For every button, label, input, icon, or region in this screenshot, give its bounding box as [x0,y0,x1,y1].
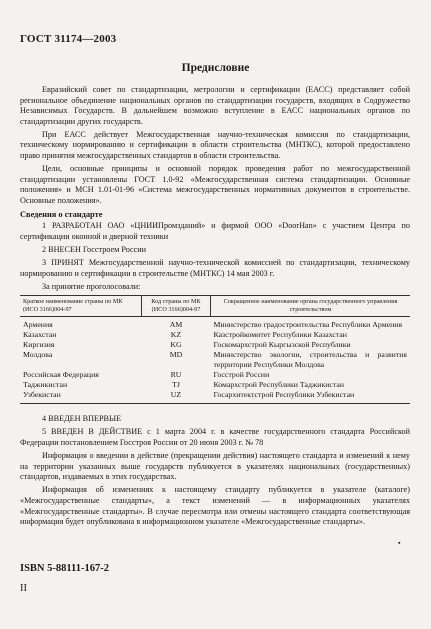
country-cell: Молдова [23,350,53,360]
page-title: Предисловие [181,62,250,74]
info-paragraph: Информация об изменениях к настоящему стандарту публикуется в указателе (каталоге) «Межгосударственные стандарты», а текст изменений — в информационных указателях «Межгосударственные стандарты». В случае пересмотра или отмены настоящего стандарта соответствующая информация будет опубликована в информационном указателе «Межгосударственные стандарты». [20,485,410,527]
table-row [20,380,410,390]
table-row [20,317,410,331]
document-body [20,85,410,530]
table-row [20,370,410,380]
organization-cell: Госархитектстрой Республики Узбекистан [211,390,411,404]
intro-paragraph: Цели, основные принципы и основной порядок проведения работ по межгосударственной стандартизации установлены ГОСТ 1.0-92 «Межгосударственная система стандартизации. Основные положения» и МСН 1.01-01-96 «Система межгосударственных нормативных документов в строительстве. Основные положения». [20,164,410,205]
info-item: 5 ВВЕДЕН В ДЕЙСТВИЕ с 1 марта 2004 г. в качестве государственного стандарта Российской Федерации постановлением Госстроя России от 20 июня 2003 г. № 78 [20,427,410,448]
voting-table [20,295,410,404]
organization-cell: Министерство градостроительства Республики Армения [213,320,403,330]
intro-paragraph: Евразийский совет по стандартизации, метрологии и сертификации (ЕАСС) представляет собой региональное объединение национальных органов по стандартизации государств, входящих в Содружество Независимых Государств. В дальнейшем возможно вступление в ЕАСС национальных органов по стандартизации других государств. [20,85,410,126]
info-item: 1 РАЗРАБОТАН ОАО «ЦНИИПромзданий» и фирмой ООО «DoorHan» с участием Центра по сертификации оконной и дверной техники [20,221,410,241]
intro-paragraph: При ЕАСС действует Межгосударственная научно-техническая комиссия по стандартизации, техническому нормированию и сертификации в области строительства (МНТКС), которой предоставлено право принятия межгосударственных стандартов в области строительства. [20,129,410,161]
code-cell: MD [169,350,183,360]
organization-cell: Госстрой России [213,370,270,380]
column-header-country: Краткое наименование страны по МК (ИСО 3166)004-97 [20,296,142,317]
adopted-label: За принятие проголосовали: [42,281,141,291]
column-header-code: Код страны по МК (ИСО 3166)004-97 [142,296,211,317]
table-row [20,390,410,404]
table-row [20,330,410,340]
info-item: 2 ВНЕСЕН Госстроем России [42,244,147,254]
code-cell: UZ [142,390,211,404]
organization-cell: Министерство экологии, строительства и развития территории Республики Молдова [213,350,407,370]
table-header-row [20,296,410,317]
organization-cell: Госкомархстрой Кыргызской Республики [213,340,351,350]
info-item: 3 ПРИНЯТ Межгосударственной научно-технической комиссией по стандартизации, техническому нормированию и сертификации в строительстве (МНТКС) 14 мая 2003 г. [20,257,410,278]
country-cell: Армения [23,320,53,330]
code-cell: RU [170,370,182,380]
column-header-organization: Сокращенное наименование органа государственного управления строительством [211,296,411,317]
isbn: ISBN 5-88111-167-2 [20,563,109,574]
print-mark-icon: ▪ [398,539,401,547]
organization-cell: Комархстрой Республики Таджикистан [213,380,345,390]
code-cell: TJ [172,380,180,390]
table-row [20,350,410,370]
section-title: Сведения о стандарте [20,209,103,219]
country-cell: Российская Федерация [23,370,99,380]
country-cell: Таджикистан [23,380,68,390]
country-cell: Казахстан [23,330,57,340]
country-cell: Узбекистан [20,390,142,404]
page-number: II [20,583,27,594]
code-cell: AM [169,320,183,330]
table-row [20,340,410,350]
info-paragraph: Информация о введении в действие (прекращении действия) настоящего стандарта и изменений к нему на территории указанных выше государств публикуется в указателях национальных (государственных) стандартов, издаваемых в этих государствах. [20,451,410,482]
document-header: ГОСТ 31174—2003 [20,33,117,45]
code-cell: KG [170,340,182,350]
organization-cell: Казстройкомитет Республики Казахстан [213,330,347,340]
info-item: 4 ВВЕДЕН ВПЕРВЫЕ [42,414,122,424]
code-cell: KZ [170,330,182,340]
country-cell: Киргизия [23,340,55,350]
